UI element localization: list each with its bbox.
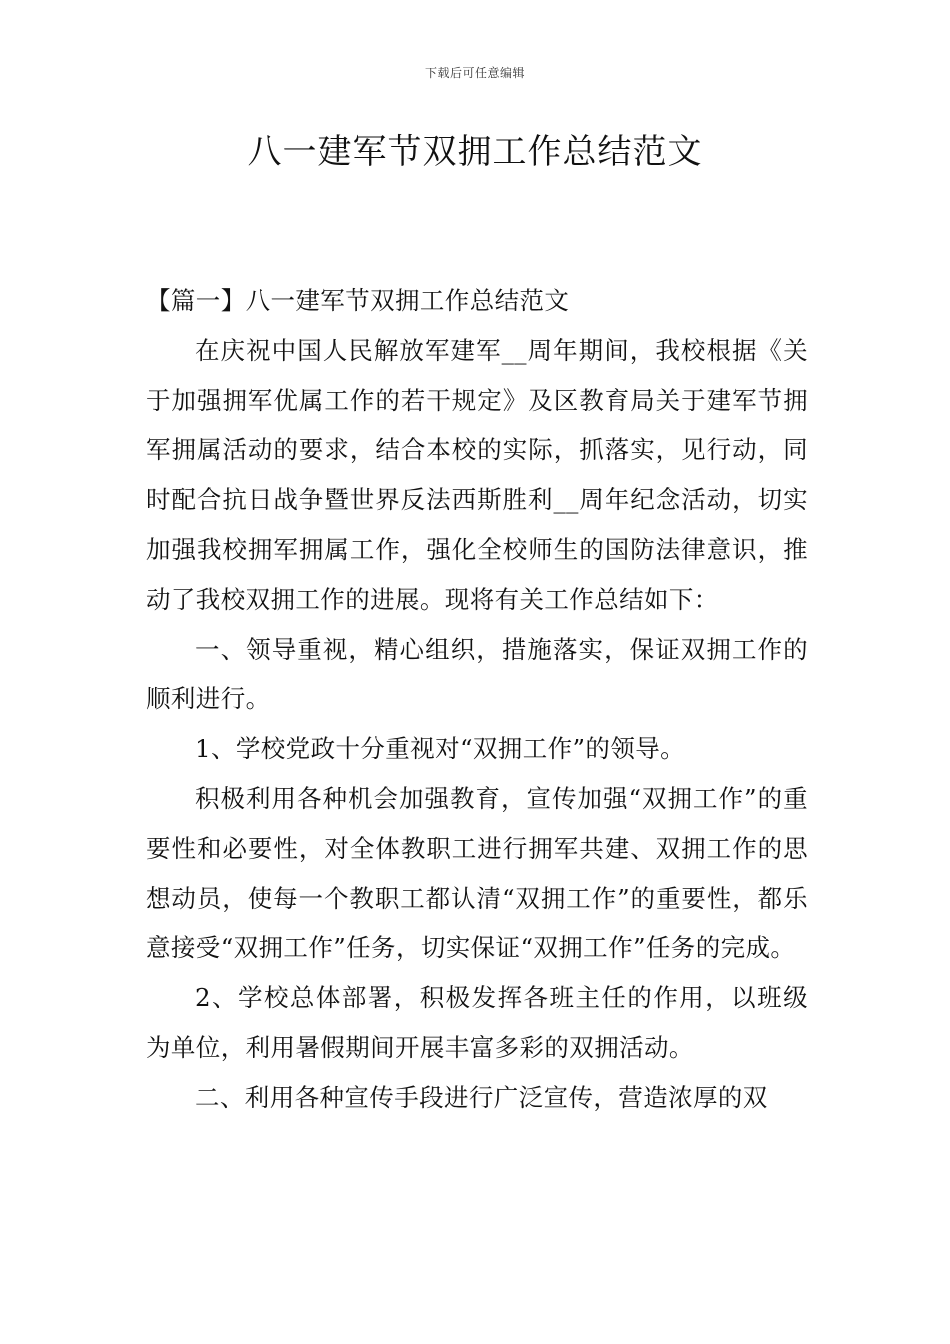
paragraph-item-1-detail: 积极利用各种机会加强教育，宣传加强“双拥工作”的重要性和必要性，对全体教职工进行拥军共建、双拥工作的思想动员，使每一个教职工都认清“双拥工作”的重要性，都乐意接受“双拥工作”任务，切实保证“双拥工作”任务的完成。 bbox=[146, 783, 808, 963]
document-title: 八一建军节双拥工作总结范文 bbox=[247, 132, 703, 172]
paragraph-item-1: 1、学校党政十分重视对“双拥工作”的领导。 bbox=[195, 734, 686, 764]
document-body bbox=[146, 276, 808, 1123]
paragraph-part-two-heading: 二、利用各种宣传手段进行广泛宣传，营造浓厚的双 bbox=[195, 1082, 768, 1112]
paragraph-item-2: 2、学校总体部署，积极发挥各班主任的作用，以班级为单位，利用暑假期间开展丰富多彩的双拥活动。 bbox=[146, 983, 808, 1062]
section-heading: 【篇一】八一建军节双拥工作总结范文 bbox=[146, 286, 570, 315]
header-note: 下载后可任意编辑 bbox=[424, 66, 525, 80]
paragraph-intro: 在庆祝中国人民解放军建军__周年期间，我校根据《关于加强拥军优属工作的若干规定》及区教育局关于建军节拥军拥属活动的要求，结合本校的实际，抓落实，见行动，同时配合抗日战争暨世界反法西斯胜利__周年纪念活动，切实加强我校拥军拥属工作，强化全校师生的国防法律意识，推动了我校双拥工作的进展。现将有关工作总结如下： bbox=[146, 335, 808, 614]
paragraph-part-one-heading: 一、领导重视，精心组织，措施落实，保证双拥工作的顺利进行。 bbox=[146, 634, 808, 714]
